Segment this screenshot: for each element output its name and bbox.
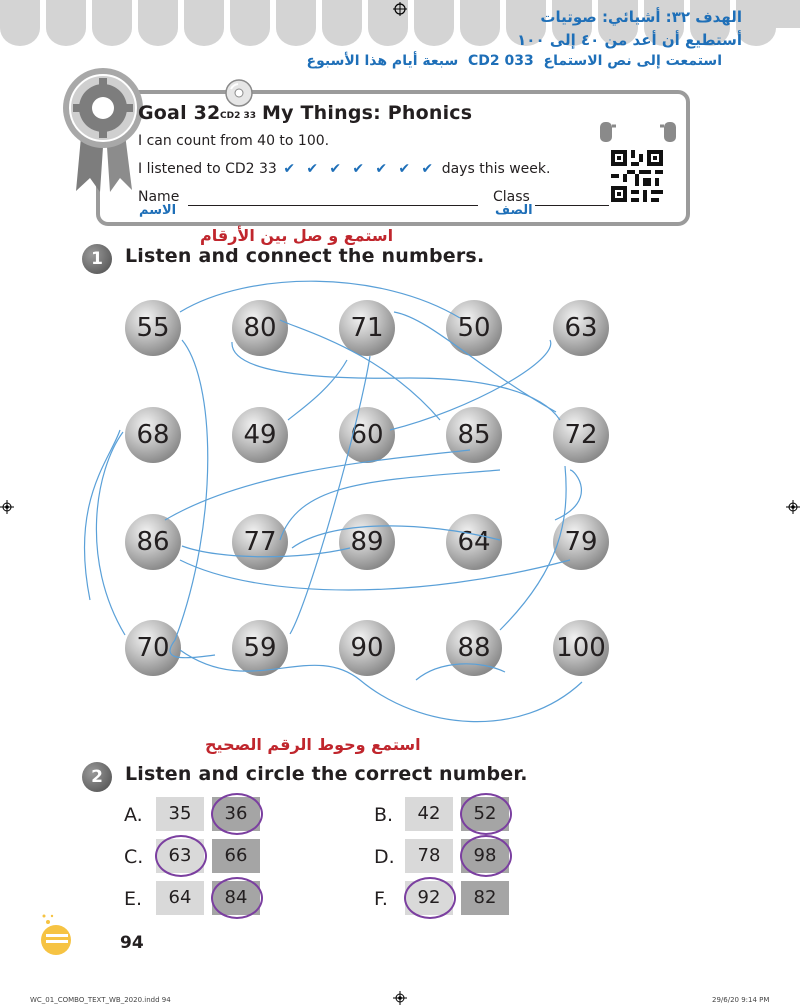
goal-title-number: Goal 32 xyxy=(138,102,221,124)
arabic-listened-suffix: سبعة أيام هذا الأسبوع xyxy=(306,53,459,69)
answer-circle xyxy=(211,877,263,919)
number-ball[interactable] xyxy=(446,407,502,463)
number-label: 88 xyxy=(457,633,491,663)
day-check-icon[interactable]: ✔ xyxy=(329,161,342,177)
number-label: 77 xyxy=(243,527,277,557)
number-ball[interactable] xyxy=(553,407,609,463)
number-label: 72 xyxy=(564,420,598,450)
arabic-listened-line xyxy=(307,53,722,69)
number-ball[interactable] xyxy=(232,514,288,570)
qr-code-icon[interactable] xyxy=(611,150,663,202)
option-right-cell[interactable]: 66 xyxy=(212,839,260,873)
goal-can-count: I can count from 40 to 100. xyxy=(138,133,330,149)
exercise2-title: Listen and circle the correct number. xyxy=(125,763,528,785)
option-letter: B. xyxy=(374,804,394,826)
arabic-listened-prefix: استمعت إلى نص الاستماع xyxy=(543,53,722,69)
number-ball[interactable] xyxy=(125,620,181,676)
number-label: 63 xyxy=(564,313,598,343)
name-label-arabic: الاسم xyxy=(139,203,177,218)
rosette-badge-icon xyxy=(60,66,146,196)
publisher-logo-icon xyxy=(38,912,80,958)
option-left-cell[interactable]: 63 xyxy=(156,839,204,873)
day-check-icon[interactable]: ✔ xyxy=(283,161,296,177)
answer-circle xyxy=(460,793,512,835)
number-label: 89 xyxy=(350,527,384,557)
day-check-icon[interactable]: ✔ xyxy=(398,161,411,177)
number-ball[interactable] xyxy=(339,514,395,570)
number-ball[interactable] xyxy=(125,407,181,463)
option-left-cell[interactable]: 35 xyxy=(156,797,204,831)
exercise2-badge: 2 xyxy=(82,762,112,792)
option-right-cell[interactable]: 84 xyxy=(212,881,260,915)
option-left-cell[interactable]: 78 xyxy=(405,839,453,873)
number-ball[interactable] xyxy=(125,514,181,570)
goal-listened-prefix: I listened to CD2 33 xyxy=(138,161,277,177)
option-letter: A. xyxy=(124,804,143,826)
number-ball[interactable] xyxy=(125,300,181,356)
exercise1-arabic: استمع و صل بين الأرقام xyxy=(200,226,394,245)
number-ball[interactable] xyxy=(232,300,288,356)
number-label: 71 xyxy=(350,313,384,343)
name-label: Name xyxy=(138,189,180,205)
number-ball[interactable] xyxy=(232,620,288,676)
cd-label: CD2 33 xyxy=(220,111,256,121)
option-left-cell[interactable]: 64 xyxy=(156,881,204,915)
number-label: 68 xyxy=(136,420,170,450)
arabic-can-count: أستطيع أن أعد من ٤٠ إلى ١٠٠ xyxy=(517,31,742,49)
option-left-cell[interactable]: 92 xyxy=(405,881,453,915)
number-ball[interactable] xyxy=(232,407,288,463)
option-right-cell[interactable]: 52 xyxy=(461,797,509,831)
name-line[interactable] xyxy=(188,205,478,206)
option-right-cell[interactable]: 98 xyxy=(461,839,509,873)
number-ball[interactable] xyxy=(553,514,609,570)
option-letter: C. xyxy=(124,846,144,868)
class-label: Class xyxy=(493,189,530,205)
registration-mark-icon xyxy=(786,500,800,514)
arabic-cd-label: CD2 033 xyxy=(468,53,534,69)
cd-icon xyxy=(224,78,254,108)
answer-circle xyxy=(460,835,512,877)
number-label: 86 xyxy=(136,527,170,557)
exercise2-arabic: استمع وحوط الرقم الصحيح xyxy=(205,735,421,754)
number-label: 50 xyxy=(457,313,491,343)
number-ball[interactable] xyxy=(446,514,502,570)
exercise1-badge: 1 xyxy=(82,244,112,274)
arabic-goal-heading: الهدف ٣٢: أشيائي: صوتيات xyxy=(540,8,742,26)
day-check-icon[interactable]: ✔ xyxy=(375,161,388,177)
day-check-icon[interactable]: ✔ xyxy=(306,161,319,177)
number-ball[interactable] xyxy=(553,620,609,676)
class-line[interactable] xyxy=(535,205,609,206)
number-ball[interactable] xyxy=(339,620,395,676)
slug-right: 29/6/20 9:14 PM xyxy=(712,996,770,1004)
number-label: 64 xyxy=(457,527,491,557)
number-label: 90 xyxy=(350,633,384,663)
number-label: 85 xyxy=(457,420,491,450)
goal-title-topic: My Things: Phonics xyxy=(262,102,473,124)
number-ball[interactable] xyxy=(553,300,609,356)
number-label: 100 xyxy=(556,633,606,663)
answer-circle xyxy=(211,793,263,835)
number-ball[interactable] xyxy=(446,620,502,676)
option-right-cell[interactable]: 82 xyxy=(461,881,509,915)
number-label: 49 xyxy=(243,420,277,450)
day-check-icon[interactable]: ✔ xyxy=(421,161,434,177)
number-label: 59 xyxy=(243,633,277,663)
page-number: 94 xyxy=(120,933,144,953)
registration-mark-icon xyxy=(393,991,407,1005)
number-ball[interactable] xyxy=(446,300,502,356)
exercise1-title: Listen and connect the numbers. xyxy=(125,245,485,267)
number-label: 80 xyxy=(243,313,277,343)
class-label-arabic: الصف xyxy=(495,203,533,218)
option-letter: D. xyxy=(374,846,395,868)
goal-listened-suffix: days this week. xyxy=(441,161,551,177)
option-left-cell[interactable]: 42 xyxy=(405,797,453,831)
day-check-icon[interactable]: ✔ xyxy=(352,161,365,177)
slug-left: WC_01_COMBO_TEXT_WB_2020.indd 94 xyxy=(30,996,171,1004)
option-letter: F. xyxy=(374,888,388,910)
answer-circle xyxy=(155,835,207,877)
number-label: 79 xyxy=(564,527,598,557)
answer-circle xyxy=(404,877,456,919)
option-right-cell[interactable]: 36 xyxy=(212,797,260,831)
option-letter: E. xyxy=(124,888,143,910)
number-label: 60 xyxy=(350,420,384,450)
number-label: 70 xyxy=(136,633,170,663)
goal-listened-line xyxy=(138,161,550,177)
number-ball[interactable] xyxy=(339,407,395,463)
number-label: 55 xyxy=(136,313,170,343)
number-ball[interactable] xyxy=(339,300,395,356)
registration-mark-icon xyxy=(0,500,14,514)
